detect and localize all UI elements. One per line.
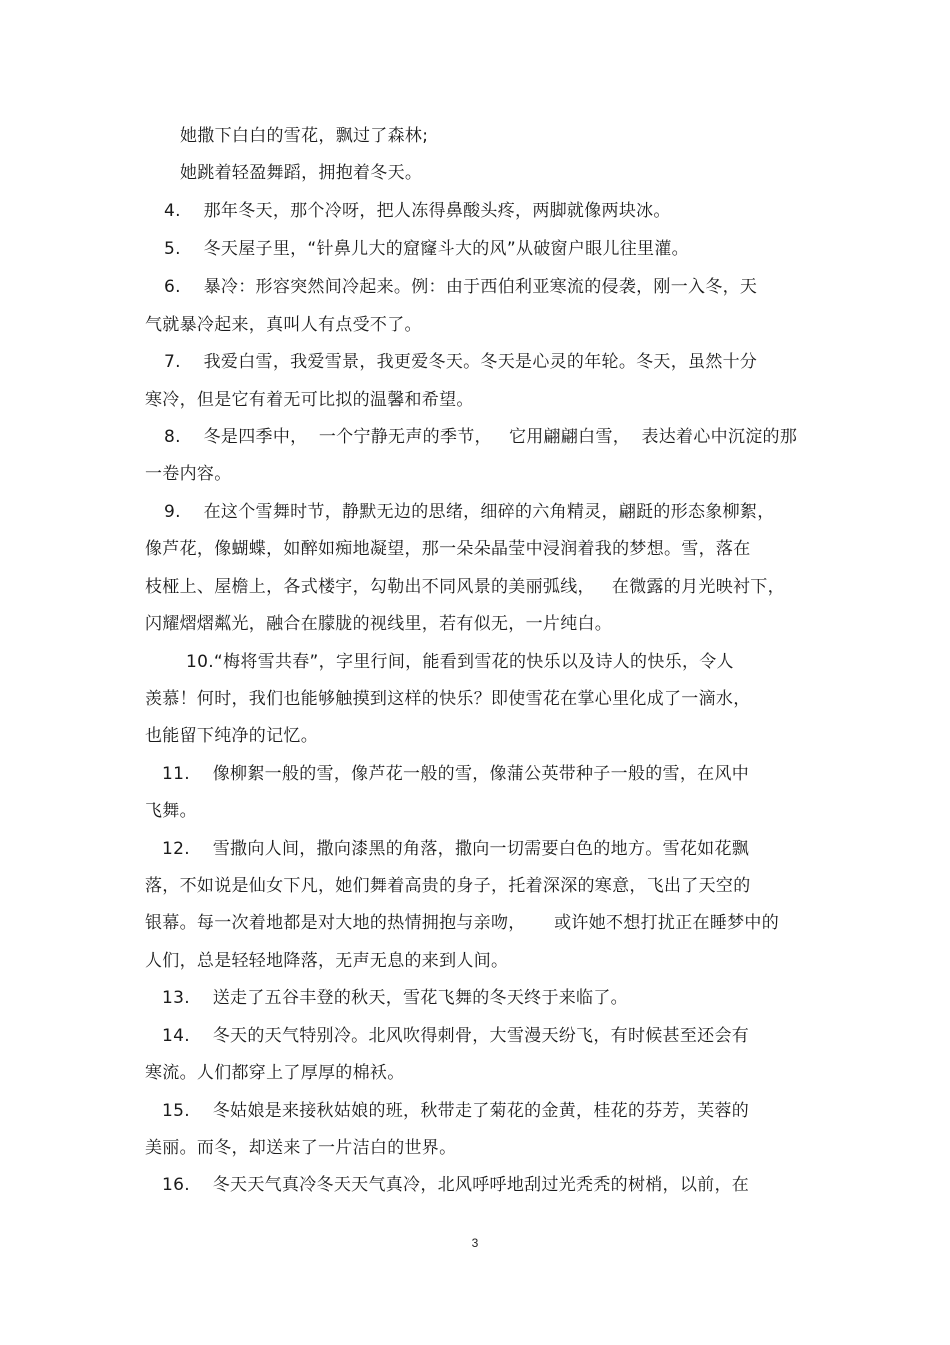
item-7-continued: 寒冷，但是它有着无可比拟的温馨和希望。 — [145, 390, 474, 410]
item-10-continued: 也能留下纯净的记忆。 — [145, 726, 318, 746]
item-9-continued: 像芦花，像蝴蝶，如醉如痴地凝望，那一朵朵晶莹中浸润着我的梦想。雪，落在 — [145, 539, 751, 559]
item-14: 14. 冬天的天气特别冷。北风吹得刺骨，大雪漫天纷飞，有时候甚至还会有 — [162, 1026, 750, 1046]
item-16: 16. 冬天天气真冷冬天天气真冷，北风呼呼地刮过光秃秃的树梢，以前，在 — [162, 1175, 750, 1195]
item-11: 11. 像柳絮一般的雪，像芦花一般的雪，像蒲公英带种子一般的雪，在风中 — [162, 764, 750, 784]
page-number: 3 — [471, 1236, 479, 1250]
item-6-continued: 气就暴冷起来，真叫人有点受不了。 — [145, 315, 422, 335]
item-12-continued: 落，不如说是仙女下凡，她们舞着高贵的身子，托着深深的寒意，飞出了天空的 — [145, 876, 751, 896]
poem-line: 她跳着轻盈舞蹈，拥抱着冬天。 — [180, 163, 423, 183]
item-8: 8. 冬是四季中， 一个宁静无声的季节， 它用翩翩白雪， 表达着心中沉淀的那 — [164, 427, 798, 447]
item-15: 15. 冬姑娘是来接秋姑娘的班，秋带走了菊花的金黄，桂花的芬芳，芙蓉的 — [162, 1101, 750, 1121]
item-10-continued: 羡慕！何时，我们也能够触摸到这样的快乐？即使雪花在掌心里化成了一滴水， — [145, 689, 751, 709]
item-12: 12. 雪撒向人间，撒向漆黑的角落，撒向一切需要白色的地方。雪花如花飘 — [162, 839, 750, 859]
poem-line: 她撒下白白的雪花，飘过了森林; — [180, 126, 429, 146]
item-8-continued: 一卷内容。 — [145, 464, 232, 484]
item-15-continued: 美丽。而冬，却送来了一片洁白的世界。 — [145, 1138, 457, 1158]
item-9-continued: 枝桠上、屋檐上，各式楼宇，勾勒出不同风景的美丽弧线， 在微露的月光映衬下， — [145, 577, 785, 597]
item-6: 6. 暴冷：形容突然间冷起来。例：由于西伯利亚寒流的侵袭，刚一入冬，天 — [164, 277, 758, 297]
item-13: 13. 送走了五谷丰登的秋天，雪花飞舞的冬天终于来临了。 — [162, 988, 628, 1008]
item-5: 5. 冬天屋子里，“针鼻儿大的窟窿斗大的风”从破窗户眼儿往里灌。 — [164, 239, 689, 259]
item-12-continued: 人们，总是轻轻地降落，无声无息的来到人间。 — [145, 951, 509, 971]
item-12-continued: 银幕。每一次着地都是对大地的热情拥抱与亲吻， 或许她不想打扰正在睡梦中的 — [145, 913, 780, 933]
item-11-continued: 飞舞。 — [145, 801, 197, 821]
item-9-continued: 闪耀熠熠粼光，融合在朦胧的视线里，若有似无，一片纯白。 — [145, 614, 613, 634]
item-9: 9. 在这个雪舞时节，静默无边的思绪，细碎的六角精灵，翩跹的形态象柳絮， — [164, 502, 775, 522]
item-14-continued: 寒流。人们都穿上了厚厚的棉袄。 — [145, 1063, 405, 1083]
item-7: 7. 我爱白雪，我爱雪景，我更爱冬天。冬天是心灵的年轮。冬天，虽然十分 — [164, 352, 758, 372]
item-4: 4. 那年冬天，那个冷呀，把人冻得鼻酸头疼，两脚就像两块冰。 — [164, 201, 671, 221]
item-10: 10.“梅将雪共春”，字里行间，能看到雪花的快乐以及诗人的快乐，令人 — [186, 652, 734, 672]
